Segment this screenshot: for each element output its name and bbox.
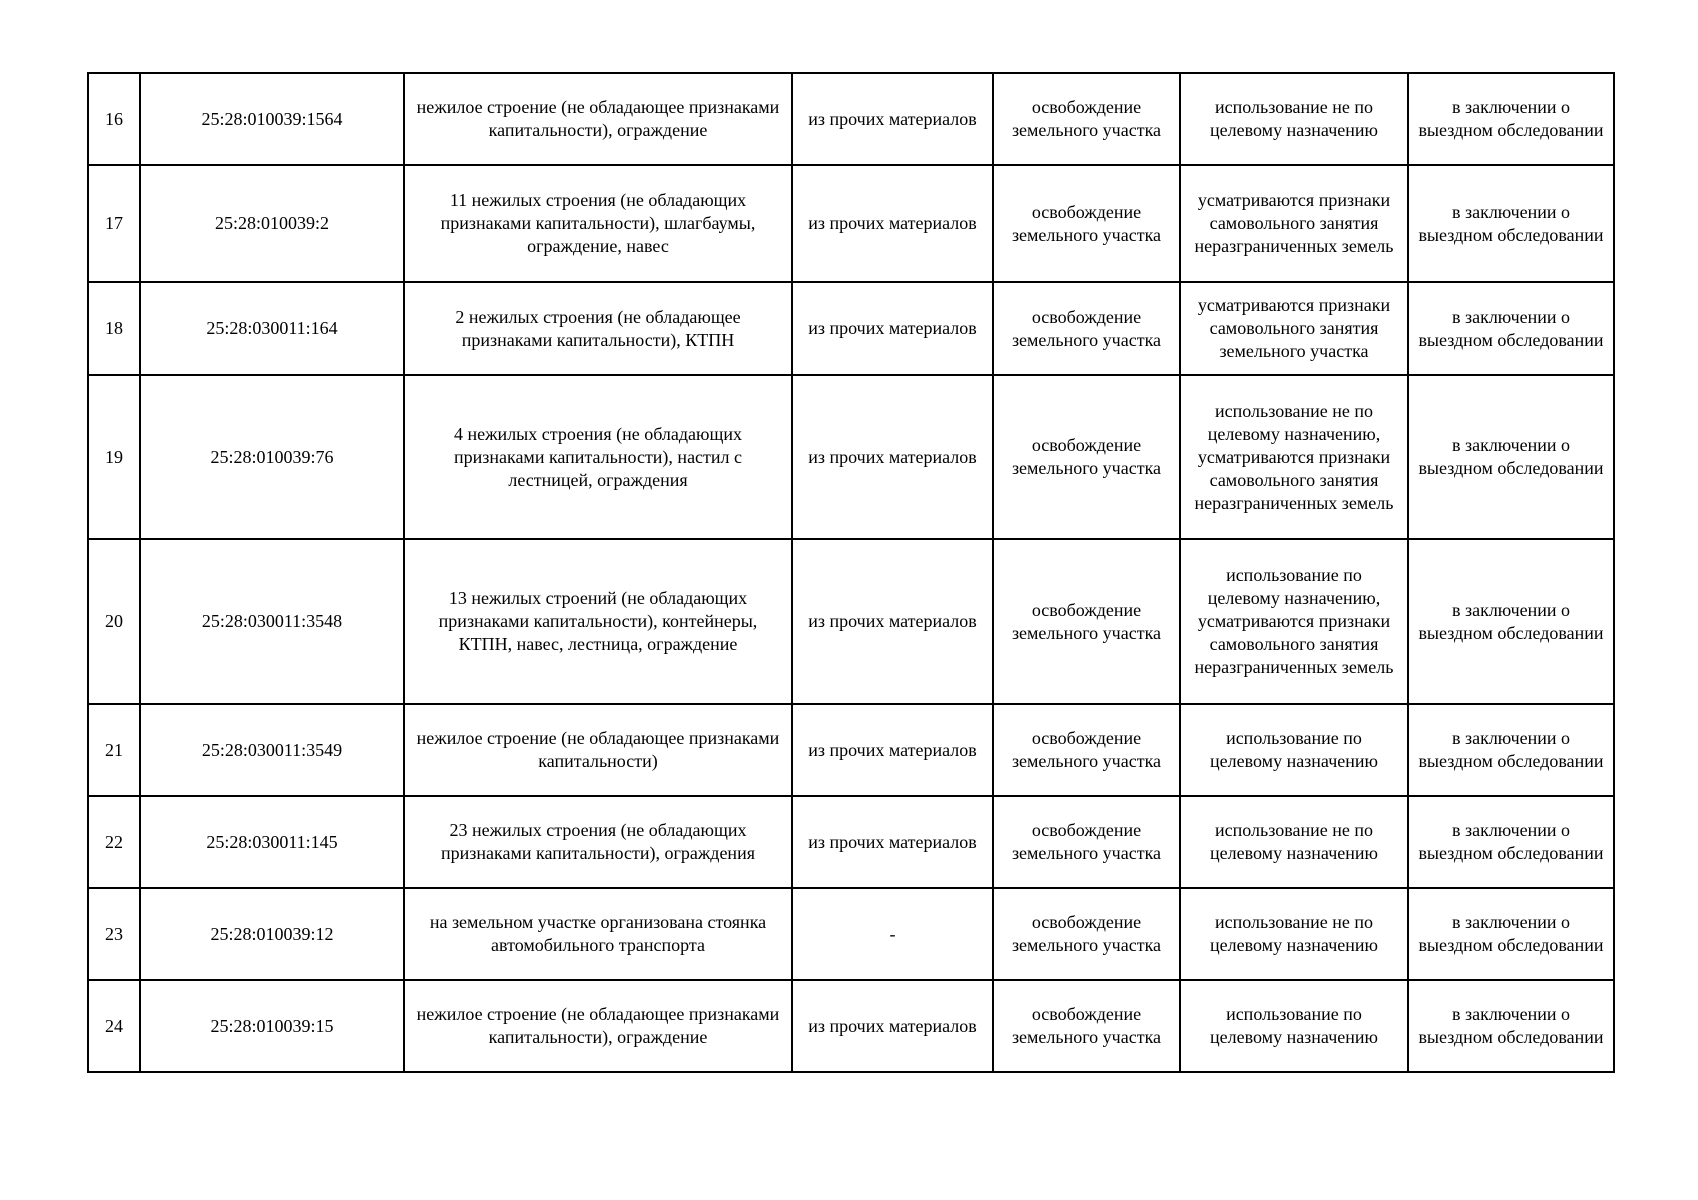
conclusion-cell: в заключении о выездном обследовании	[1408, 375, 1614, 539]
conclusion-cell: в заключении о выездном обследовании	[1408, 980, 1614, 1072]
table-row	[88, 539, 1614, 704]
required-action-cell: освобождение земельного участка	[993, 73, 1180, 165]
cadastral-number-cell: 25:28:030011:3549	[140, 704, 404, 796]
table-row	[88, 73, 1614, 165]
objects-cell: 2 нежилых строения (не обладающее признаками капитальности), КТПН	[404, 282, 792, 375]
violation-cell: использование по целевому назначению	[1180, 980, 1408, 1072]
required-action-cell: освобождение земельного участка	[993, 165, 1180, 282]
required-action-cell: освобождение земельного участка	[993, 375, 1180, 539]
cadastral-number-cell: 25:28:010039:76	[140, 375, 404, 539]
cadastral-number-cell: 25:28:010039:12	[140, 888, 404, 980]
conclusion-cell: в заключении о выездном обследовании	[1408, 888, 1614, 980]
cadastral-number-cell: 25:28:010039:1564	[140, 73, 404, 165]
conclusion-cell: в заключении о выездном обследовании	[1408, 796, 1614, 888]
required-action-cell: освобождение земельного участка	[993, 539, 1180, 704]
objects-cell: 13 нежилых строений (не обладающих признаками капитальности), контейнеры, КТПН, навес, лестница, ограждение	[404, 539, 792, 704]
violation-cell: использование не по целевому назначению	[1180, 73, 1408, 165]
violation-cell: использование по целевому назначению	[1180, 704, 1408, 796]
table-row	[88, 282, 1614, 375]
material-cell: из прочих материалов	[792, 73, 993, 165]
row-number-cell: 24	[88, 980, 140, 1072]
objects-cell: нежилое строение (не обладающее признаками капитальности)	[404, 704, 792, 796]
material-cell: из прочих материалов	[792, 704, 993, 796]
objects-cell: на земельном участке организована стоянка автомобильного транспорта	[404, 888, 792, 980]
material-cell: из прочих материалов	[792, 539, 993, 704]
material-cell: из прочих материалов	[792, 980, 993, 1072]
material-cell: из прочих материалов	[792, 282, 993, 375]
material-cell: из прочих материалов	[792, 796, 993, 888]
violation-cell: использование не по целевому назначению	[1180, 796, 1408, 888]
required-action-cell: освобождение земельного участка	[993, 888, 1180, 980]
conclusion-cell: в заключении о выездном обследовании	[1408, 165, 1614, 282]
conclusion-cell: в заключении о выездном обследовании	[1408, 282, 1614, 375]
required-action-cell: освобождение земельного участка	[993, 796, 1180, 888]
row-number-cell: 19	[88, 375, 140, 539]
cadastral-number-cell: 25:28:010039:2	[140, 165, 404, 282]
objects-cell: 23 нежилых строения (не обладающих признаками капитальности), ограждения	[404, 796, 792, 888]
violation-cell: использование по целевому назначению, усматриваются признаки самовольного занятия неразграниченных земель	[1180, 539, 1408, 704]
objects-cell: нежилое строение (не обладающее признаками капитальности), ограждение	[404, 73, 792, 165]
violation-cell: усматриваются признаки самовольного занятия земельного участка	[1180, 282, 1408, 375]
objects-cell: 4 нежилых строения (не обладающих признаками капитальности), настил с лестницей, ограждения	[404, 375, 792, 539]
row-number-cell: 17	[88, 165, 140, 282]
objects-cell: нежилое строение (не обладающее признаками капитальности), ограждение	[404, 980, 792, 1072]
conclusion-cell: в заключении о выездном обследовании	[1408, 73, 1614, 165]
material-cell: -	[792, 888, 993, 980]
land-inspection-table	[87, 72, 1615, 1073]
violation-cell: использование не по целевому назначению, усматриваются признаки самовольного занятия неразграниченных земель	[1180, 375, 1408, 539]
row-number-cell: 20	[88, 539, 140, 704]
cadastral-number-cell: 25:28:010039:15	[140, 980, 404, 1072]
row-number-cell: 23	[88, 888, 140, 980]
violation-cell: усматриваются признаки самовольного занятия неразграниченных земель	[1180, 165, 1408, 282]
cadastral-number-cell: 25:28:030011:164	[140, 282, 404, 375]
objects-cell: 11 нежилых строения (не обладающих признаками капитальности), шлагбаумы, ограждение, навес	[404, 165, 792, 282]
row-number-cell: 16	[88, 73, 140, 165]
table-row	[88, 980, 1614, 1072]
material-cell: из прочих материалов	[792, 165, 993, 282]
required-action-cell: освобождение земельного участка	[993, 704, 1180, 796]
table-row	[88, 165, 1614, 282]
cadastral-number-cell: 25:28:030011:145	[140, 796, 404, 888]
required-action-cell: освобождение земельного участка	[993, 282, 1180, 375]
table-row	[88, 704, 1614, 796]
table-row	[88, 888, 1614, 980]
row-number-cell: 21	[88, 704, 140, 796]
conclusion-cell: в заключении о выездном обследовании	[1408, 704, 1614, 796]
required-action-cell: освобождение земельного участка	[993, 980, 1180, 1072]
material-cell: из прочих материалов	[792, 375, 993, 539]
table-row	[88, 375, 1614, 539]
cadastral-number-cell: 25:28:030011:3548	[140, 539, 404, 704]
table-row	[88, 796, 1614, 888]
row-number-cell: 18	[88, 282, 140, 375]
violation-cell: использование не по целевому назначению	[1180, 888, 1408, 980]
row-number-cell: 22	[88, 796, 140, 888]
conclusion-cell: в заключении о выездном обследовании	[1408, 539, 1614, 704]
